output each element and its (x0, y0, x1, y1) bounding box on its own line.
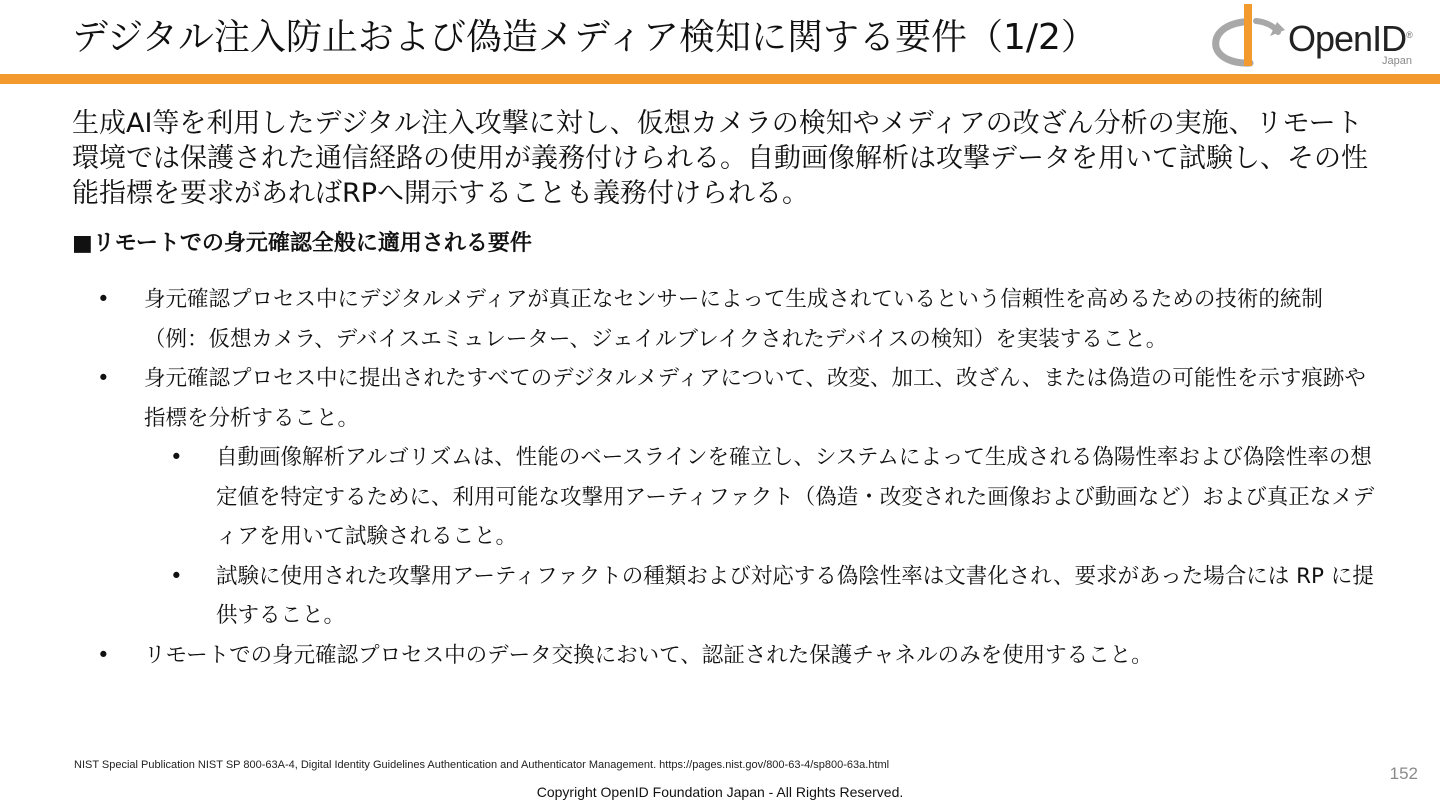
bullet-item: • 身元確認プロセス中にデジタルメディアが真正なセンサーによって生成されているという信頼性を高めるための技術的統制（例：仮想カメラ、デバイスエミュレーター、ジェイルブレイクされたデバイスの検知）を実装すること。 (144, 280, 1384, 359)
source-footnote: NIST Special Publication NIST SP 800-63A-4, Digital Identity Guidelines Authentication and Authenticator Management. https://pages.nist.gov/800-63-4/sp800-63a.html (74, 759, 890, 771)
summary-paragraph: 生成AI等を利用したデジタル注入攻撃に対し、仮想カメラの検知やメディアの改ざん分析の実施、リモート環境では保護された通信経路の使用が義務付けられる。自動画像解析は攻撃データを用いて試験し、その性能指標を要求があればRPへ開示することも義務付けられる。 (72, 108, 1368, 209)
title-divider-bar (0, 74, 1440, 84)
logo-subtitle: Japan (1382, 55, 1412, 67)
page-number: 152 (1389, 764, 1418, 783)
slide-title: デジタル注入防止および偽造メディア検知に関する要件（1/2） (72, 17, 1097, 58)
openid-logo (1210, 0, 1434, 72)
logo-wordmark: OpenID® (1288, 18, 1412, 59)
openid-logo-icon (1210, 0, 1290, 72)
sub-bullet-item: • 自動画像解析アルゴリズムは、性能のベースラインを確立し、システムによって生成される偽陽性率および偽陰性率の想定値を特定するために、利用可能な攻撃用アーティファクト（偽造・改変された画像および動画など）および真正なメディアを用いて試験されること。 (216, 438, 1384, 557)
requirements-list (0, 280, 1440, 675)
copyright-notice: Copyright OpenID Foundation Japan - All Rights Reserved. (536, 784, 904, 800)
bullet-item: • リモートでの身元確認プロセス中のデータ交換において、認証された保護チャネルのみを使用すること。 (144, 636, 1384, 676)
sub-bullet-item: • 試験に使用された攻撃用アーティファクトの種類および対応する偽陰性率は文書化され、要求があった場合には RP に提供すること。 (216, 557, 1384, 636)
bullet-item: • 身元確認プロセス中に提出されたすべてのデジタルメディアについて、改変、加工、改ざん、または偽造の可能性を示す痕跡や指標を分析すること。 (144, 359, 1384, 438)
section-heading: ■リモートでの身元確認全般に適用される要件 (72, 231, 532, 256)
